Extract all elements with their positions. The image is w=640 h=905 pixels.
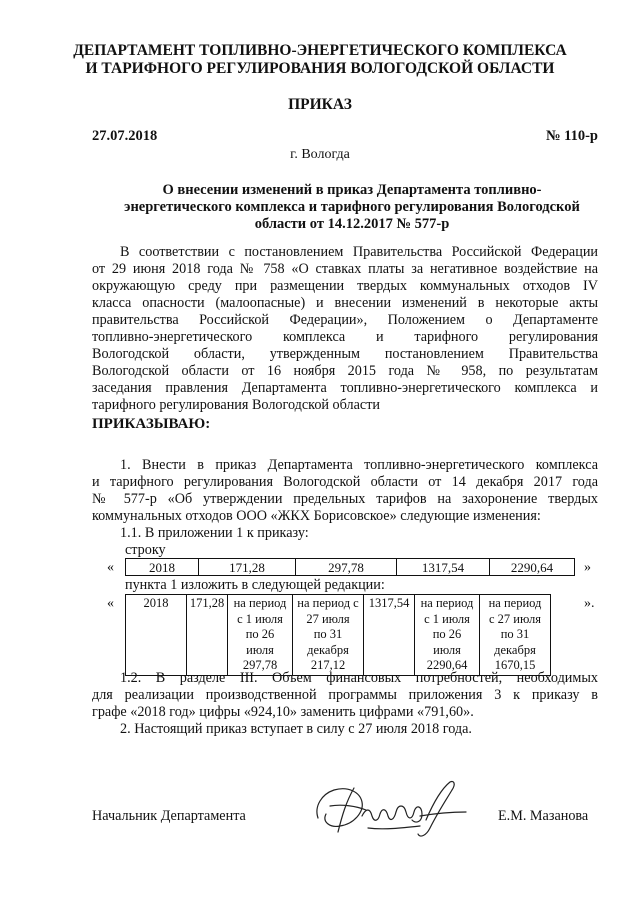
table-cell: 171,28 <box>187 595 228 676</box>
table-cell: 2018 <box>126 559 199 576</box>
table-cell <box>228 595 293 676</box>
preamble-line: от 29 июня 2018 года № 758 «О ставках платы за негативное воздействие на <box>92 261 598 277</box>
subitem-1-2-line: 1.2. В разделе III. Объем финансовых потребностей, необходимых <box>120 670 598 686</box>
table-cell <box>480 595 551 676</box>
title-line: О внесении изменений в приказ Департамента топливно- <box>162 182 542 198</box>
document-title <box>60 182 640 233</box>
row-label: строку <box>125 542 166 558</box>
cell-line: с 27 июля <box>488 611 541 626</box>
new-tariff-row-table <box>125 594 551 676</box>
cell-line: с 1 июля <box>424 611 470 626</box>
cell-line: 2290,64 <box>426 658 468 672</box>
preamble-line: окружающую среду при размещении твердых коммунальных отходов IV <box>92 278 598 294</box>
cell-line: на период <box>420 596 474 610</box>
preamble-line: топливно-энергетического комплекса и тарифного регулирования <box>92 329 598 345</box>
subitem-1-2-line: графе «2018 год» цифры «924,10» заменить цифрами «791,60». <box>92 704 474 720</box>
quote-close: » <box>584 560 591 575</box>
title-line: энергетического комплекса и тарифного регулирования Вологодской <box>124 199 580 215</box>
preamble-line: правительства Российской Федерации», Положением о Департаменте <box>92 312 598 328</box>
cell-line: по 31 <box>313 627 343 641</box>
cell-line: по 31 <box>500 627 530 641</box>
title-line: области от 14.12.2017 № 577-р <box>254 216 450 232</box>
table-cell: 297,78 <box>296 559 397 576</box>
cell-line: декабря <box>494 642 536 657</box>
cell-line: по 26 <box>245 627 275 641</box>
cell-line: на период <box>233 596 287 610</box>
table-cell <box>415 595 480 676</box>
cell-line: июля <box>433 642 461 657</box>
table-cell: 2290,64 <box>490 559 575 576</box>
preamble-line: заседания правления Департамента топливно-энергетического комплекса и <box>92 380 598 396</box>
department-name-line1: ДЕПАРТАМЕНТ ТОПЛИВНО-ЭНЕРГЕТИЧЕСКОГО КОМПЛЕКСА <box>73 42 567 59</box>
item-1 <box>92 457 598 542</box>
subitem-1-1: 1.1. В приложении 1 к приказу: <box>120 525 309 541</box>
item-1-line: 1. Внести в приказ Департамента топливно-энергетического комплекса <box>120 457 598 473</box>
table-row <box>126 559 575 576</box>
cell-line: с 1 июля <box>237 611 283 626</box>
signature-image <box>308 776 478 842</box>
item-1-line: и тарифного регулирования Вологодской области от 14 декабря 2017 года <box>92 474 598 490</box>
item-1-line: коммунальных отходов ООО «ЖКХ Борисовское» следующие изменения: <box>92 508 541 524</box>
quote-open: « <box>107 560 114 575</box>
quote-open: « <box>107 596 114 611</box>
preamble-line: В соответствии с постановлением Правительства Российской Федерации <box>120 244 598 260</box>
document-type: ПРИКАЗ <box>288 96 352 113</box>
item-2: 2. Настоящий приказ вступает в силу с 27 июля 2018 года. <box>120 721 472 737</box>
preamble-line: Вологодской области от 16 ноября 2015 года № 958, по результатам <box>92 363 598 379</box>
item-1-line: № 577-р «Об утверждении предельных тарифов на захоронение твердых <box>92 491 598 507</box>
old-tariff-row-table <box>125 558 575 576</box>
preamble <box>92 244 598 414</box>
preamble-line: Вологодской области, утвержденным постановлением Правительства <box>92 346 598 362</box>
signatory-name: Е.М. Мазанова <box>498 808 589 824</box>
cell-line: 27 июля <box>306 611 350 626</box>
cell-line: на период <box>488 596 542 610</box>
cell-line: июля <box>246 642 274 657</box>
table-cell: 2018 <box>126 595 187 676</box>
cell-line: на период с <box>297 596 359 610</box>
cell-line: декабря <box>307 642 349 657</box>
cell-line: по 26 <box>432 627 462 641</box>
subitem-1-2-line: для реализации производственной программы приложения 3 к приказу в <box>92 687 598 703</box>
signatory-title: Начальник Департамента <box>92 808 246 824</box>
department-name-line2: И ТАРИФНОГО РЕГУЛИРОВАНИЯ ВОЛОГОДСКОЙ ОБЛАСТИ <box>85 60 555 77</box>
preamble-line: тарифного регулирования Вологодской области <box>92 397 380 413</box>
table-row <box>126 595 551 676</box>
cell-line: 217,12 <box>310 658 346 672</box>
subitem-1-2 <box>92 670 598 721</box>
cell-line: 1670,15 <box>494 658 536 672</box>
city: г. Вологда <box>290 147 350 162</box>
table-cell: 1317,54 <box>397 559 490 576</box>
document-number: № 110-р <box>545 128 598 144</box>
table-cell: 171,28 <box>199 559 296 576</box>
quote-close: ». <box>584 596 595 611</box>
cell-line: 297,78 <box>242 658 278 672</box>
document-date: 27.07.2018 <box>92 128 158 144</box>
preamble-line: класса опасности (малоопасные) и внесении изменений в некоторые акты <box>92 295 598 311</box>
order-word: ПРИКАЗЫВАЮ: <box>92 416 211 432</box>
table-cell <box>293 595 364 676</box>
table-cell: 1317,54 <box>364 595 415 676</box>
new-row-label: пункта 1 изложить в следующей редакции: <box>125 577 385 593</box>
